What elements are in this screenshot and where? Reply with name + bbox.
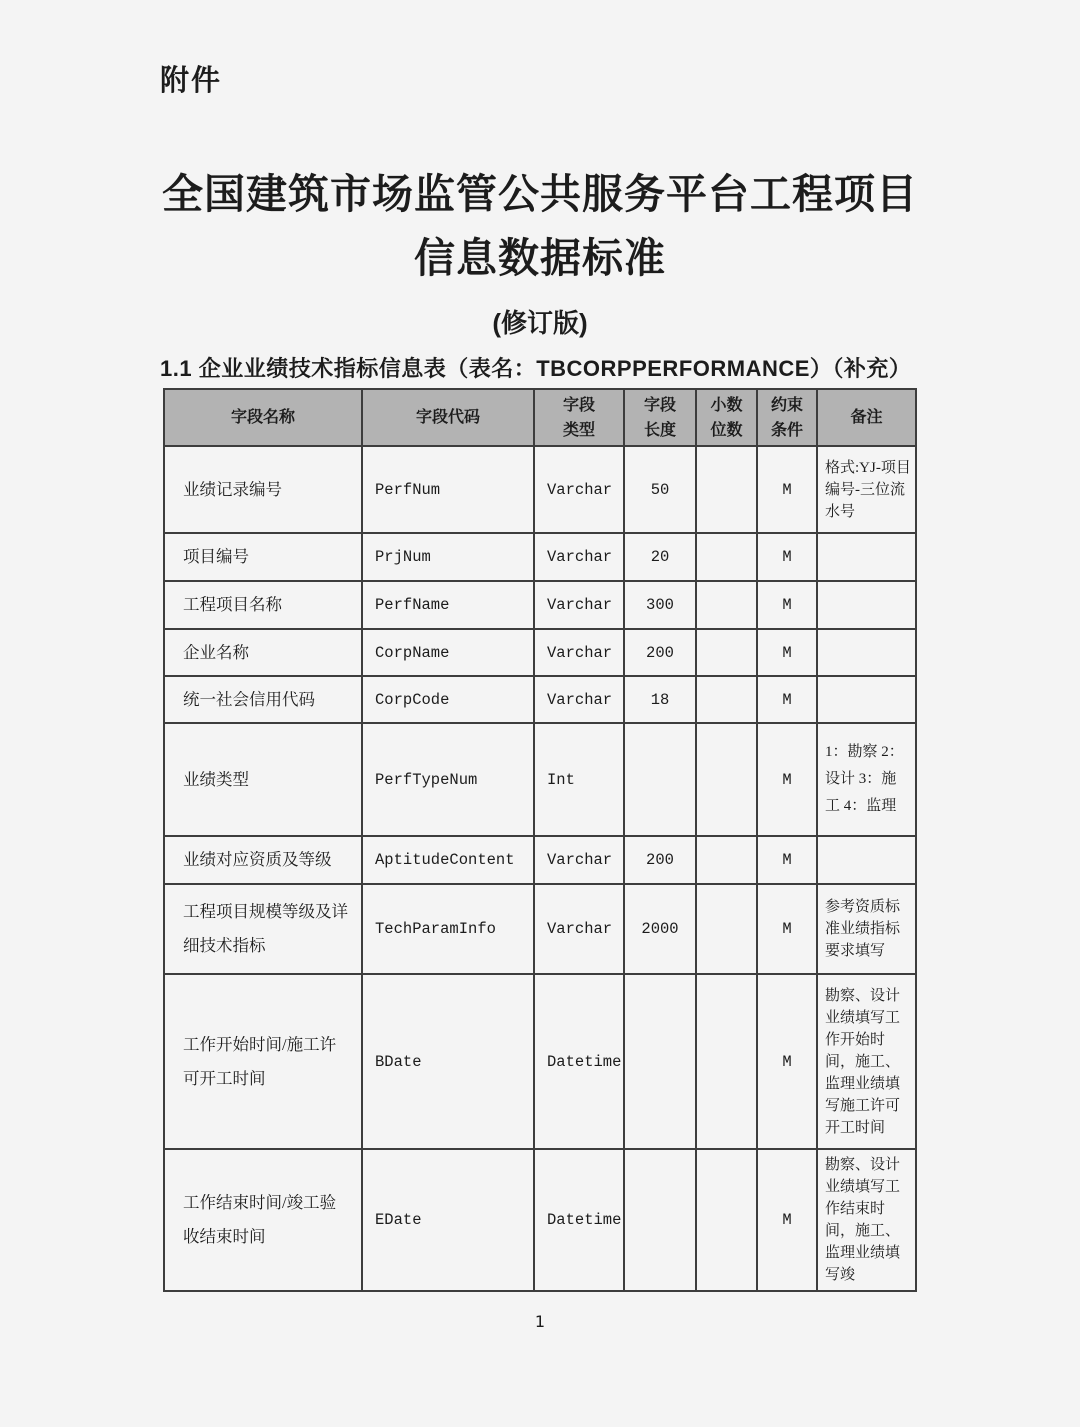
cell-constraint: M <box>757 446 817 533</box>
cell-constraint: M <box>757 676 817 723</box>
cell-field-code: CorpCode <box>362 676 534 723</box>
document-title <box>0 162 1080 290</box>
cell-field-code: PerfNum <box>362 446 534 533</box>
table-row <box>164 533 916 581</box>
table-row <box>164 836 916 884</box>
cell-field-code: CorpName <box>362 629 534 676</box>
cell-field-type: Datetime <box>534 974 624 1149</box>
cell-field-name: 业绩记录编号 <box>164 446 362 533</box>
field-dictionary-table <box>163 388 917 1292</box>
cell-constraint: M <box>757 533 817 581</box>
table-row <box>164 581 916 629</box>
table-row <box>164 884 916 974</box>
cell-field-name: 项目编号 <box>164 533 362 581</box>
document-title-line1: 全国建筑市场监管公共服务平台工程项目 <box>162 171 918 217</box>
cell-field-length <box>624 974 696 1149</box>
cell-field-name: 工作结束时间/竣工验收结束时间 <box>164 1149 362 1291</box>
cell-constraint: M <box>757 581 817 629</box>
cell-field-type: Varchar <box>534 533 624 581</box>
cell-constraint: M <box>757 836 817 884</box>
cell-decimal-digits <box>696 446 757 533</box>
cell-remark <box>817 836 916 884</box>
table-row <box>164 676 916 723</box>
cell-remark <box>817 581 916 629</box>
header-field-type: 字段 类型 <box>534 389 624 446</box>
header-decimal-digits: 小数 位数 <box>696 389 757 446</box>
section-heading: 1.1 企业业绩技术指标信息表（表名：TBCORPPERFORMANCE）（补充） <box>160 356 912 381</box>
cell-field-length <box>624 723 696 836</box>
cell-field-length: 50 <box>624 446 696 533</box>
cell-field-type: Datetime <box>534 1149 624 1291</box>
cell-field-length: 200 <box>624 629 696 676</box>
cell-field-name: 企业名称 <box>164 629 362 676</box>
cell-remark: 1：勘察 2：设计 3：施工 4：监理 <box>817 723 916 836</box>
cell-decimal-digits <box>696 533 757 581</box>
cell-field-type: Varchar <box>534 446 624 533</box>
cell-field-type: Int <box>534 723 624 836</box>
cell-field-code: PrjNum <box>362 533 534 581</box>
table-header-row <box>164 389 916 446</box>
cell-field-code: AptitudeContent <box>362 836 534 884</box>
cell-decimal-digits <box>696 676 757 723</box>
cell-field-code: BDate <box>362 974 534 1149</box>
cell-decimal-digits <box>696 1149 757 1291</box>
header-field-length: 字段 长度 <box>624 389 696 446</box>
cell-field-code: EDate <box>362 1149 534 1291</box>
document-subtitle: (修订版) <box>492 308 588 338</box>
cell-field-name: 业绩类型 <box>164 723 362 836</box>
cell-field-type: Varchar <box>534 884 624 974</box>
cell-field-length: 200 <box>624 836 696 884</box>
cell-field-name: 工程项目规模等级及详细技术指标 <box>164 884 362 974</box>
cell-remark: 参考资质标准业绩指标要求填写 <box>817 884 916 974</box>
table-row <box>164 446 916 533</box>
cell-field-length: 300 <box>624 581 696 629</box>
cell-constraint: M <box>757 1149 817 1291</box>
table-row <box>164 629 916 676</box>
cell-decimal-digits <box>696 581 757 629</box>
cell-field-length: 18 <box>624 676 696 723</box>
cell-remark <box>817 676 916 723</box>
cell-decimal-digits <box>696 884 757 974</box>
cell-field-name: 业绩对应资质及等级 <box>164 836 362 884</box>
page-number: 1 <box>534 1312 546 1331</box>
cell-remark <box>817 629 916 676</box>
header-constraint: 约束 条件 <box>757 389 817 446</box>
cell-constraint: M <box>757 629 817 676</box>
cell-decimal-digits <box>696 629 757 676</box>
cell-field-type: Varchar <box>534 676 624 723</box>
attachment-label: 附件 <box>160 65 223 97</box>
cell-remark <box>817 533 916 581</box>
cell-decimal-digits <box>696 836 757 884</box>
cell-field-code: PerfName <box>362 581 534 629</box>
cell-remark: 格式:YJ-项目编号-三位流水号 <box>817 446 916 533</box>
cell-field-code: TechParamInfo <box>362 884 534 974</box>
cell-field-type: Varchar <box>534 581 624 629</box>
cell-field-length: 2000 <box>624 884 696 974</box>
header-field-code: 字段代码 <box>362 389 534 446</box>
cell-field-code: PerfTypeNum <box>362 723 534 836</box>
cell-constraint: M <box>757 974 817 1149</box>
cell-field-name: 工程项目名称 <box>164 581 362 629</box>
cell-constraint: M <box>757 884 817 974</box>
document-title-line2: 信息数据标准 <box>414 235 666 281</box>
table-row <box>164 974 916 1149</box>
cell-decimal-digits <box>696 723 757 836</box>
cell-field-length <box>624 1149 696 1291</box>
cell-decimal-digits <box>696 974 757 1149</box>
cell-field-name: 工作开始时间/施工许可开工时间 <box>164 974 362 1149</box>
cell-constraint: M <box>757 723 817 836</box>
cell-field-type: Varchar <box>534 629 624 676</box>
cell-field-type: Varchar <box>534 836 624 884</box>
cell-remark: 勘察、设计业绩填写工作结束时间，施工、监理业绩填写竣 <box>817 1149 916 1291</box>
header-remark: 备注 <box>817 389 916 446</box>
cell-field-name: 统一社会信用代码 <box>164 676 362 723</box>
cell-field-length: 20 <box>624 533 696 581</box>
table-row <box>164 723 916 836</box>
header-field-name: 字段名称 <box>164 389 362 446</box>
table-row <box>164 1149 916 1291</box>
cell-remark: 勘察、设计业绩填写工作开始时间，施工、监理业绩填写施工许可开工时间 <box>817 974 916 1149</box>
